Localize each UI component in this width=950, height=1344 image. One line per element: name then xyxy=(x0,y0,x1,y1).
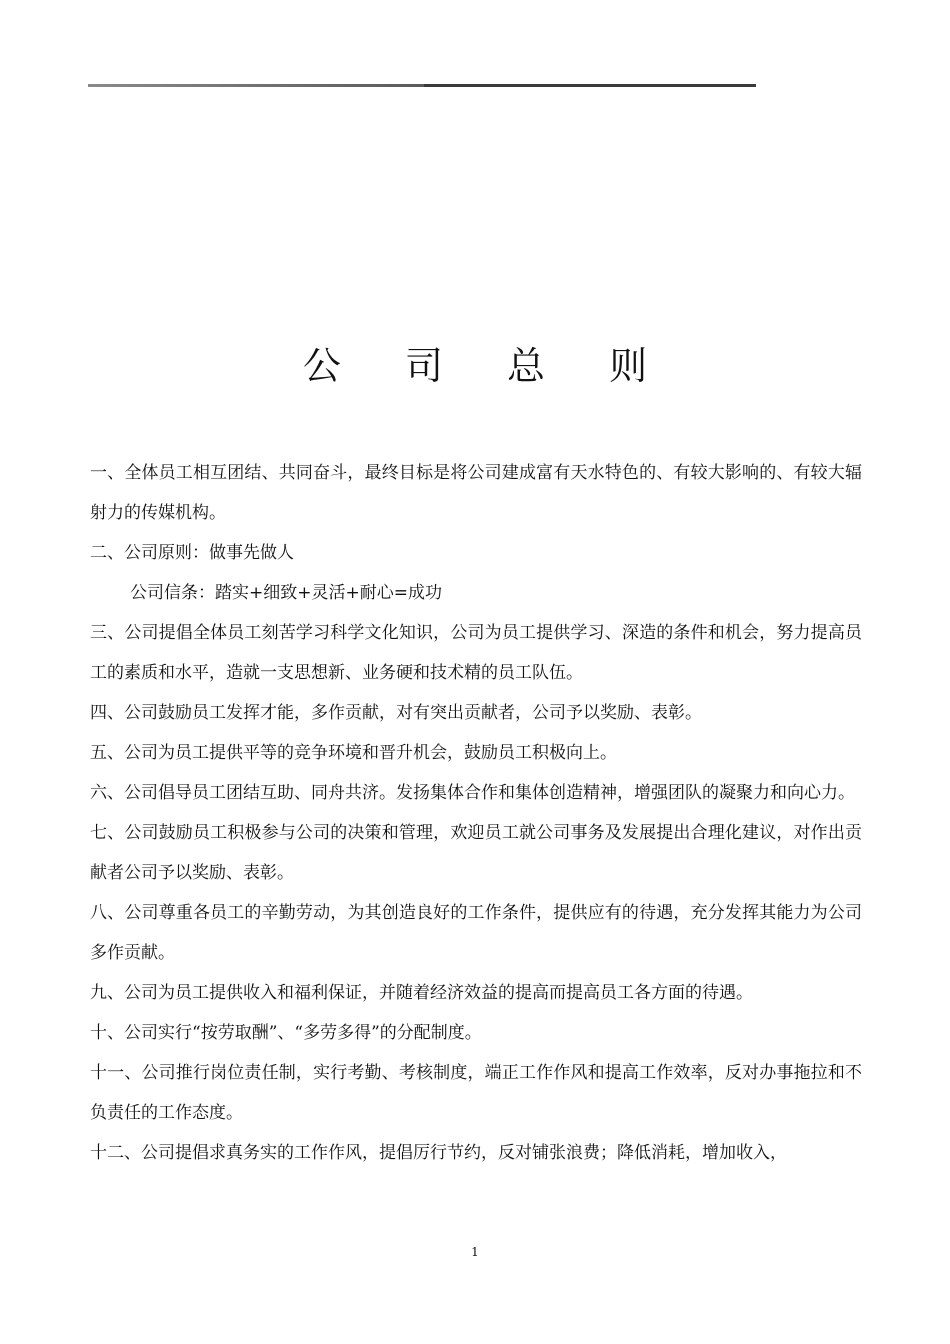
page-number: 1 xyxy=(471,1245,479,1259)
paragraph-5: 五、公司为员工提供平等的竞争环境和晋升机会，鼓励员工积极向上。 xyxy=(90,743,617,763)
paragraph-12: 十二、公司提倡求真务实的工作作风，提倡厉行节约，反对铺张浪费；降低消耗，增加收入， xyxy=(90,1143,787,1163)
document-body xyxy=(90,453,862,1173)
paragraph-motto: 公司信条：踏实+细致+灵活+耐心=成功 xyxy=(130,583,442,603)
paragraph-10: 十、公司实行“按劳取酬”、“多劳多得”的分配制度。 xyxy=(90,1023,482,1043)
header-rule-right xyxy=(424,84,756,87)
document-title: 公 司 总 则 xyxy=(302,344,674,388)
paragraph-9: 九、公司为员工提供收入和福利保证，并随着经济效益的提高而提高员工各方面的待遇。 xyxy=(90,983,753,1003)
paragraph-11: 十一、公司推行岗位责任制，实行考勤、考核制度，端正工作作风和提高工作效率，反对办事拖拉和不负责任的工作态度。 xyxy=(90,1063,862,1123)
paragraph-6: 六、公司倡导员工团结互助、同舟共济。发扬集体合作和集体创造精神，增强团队的凝聚力和向心力。 xyxy=(90,783,855,803)
header-rule-left xyxy=(88,84,424,87)
paragraph-4: 四、公司鼓励员工发挥才能，多作贡献，对有突出贡献者，公司予以奖励、表彰。 xyxy=(90,703,702,723)
paragraph-8: 八、公司尊重各员工的辛勤劳动，为其创造良好的工作条件，提供应有的待遇，充分发挥其能力为公司多作贡献。 xyxy=(90,903,862,963)
paragraph-3: 三、公司提倡全体员工刻苦学习科学文化知识，公司为员工提供学习、深造的条件和机会，努力提高员工的素质和水平，造就一支思想新、业务硬和技术精的员工队伍。 xyxy=(90,623,862,683)
paragraph-2: 二、公司原则：做事先做人 xyxy=(90,543,294,563)
paragraph-7: 七、公司鼓励员工积极参与公司的决策和管理，欢迎员工就公司事务及发展提出合理化建议，对作出贡献者公司予以奖励、表彰。 xyxy=(90,823,862,883)
paragraph-1: 一、全体员工相互团结、共同奋斗，最终目标是将公司建成富有天水特色的、有较大影响的、有较大辐射力的传媒机构。 xyxy=(90,463,862,523)
